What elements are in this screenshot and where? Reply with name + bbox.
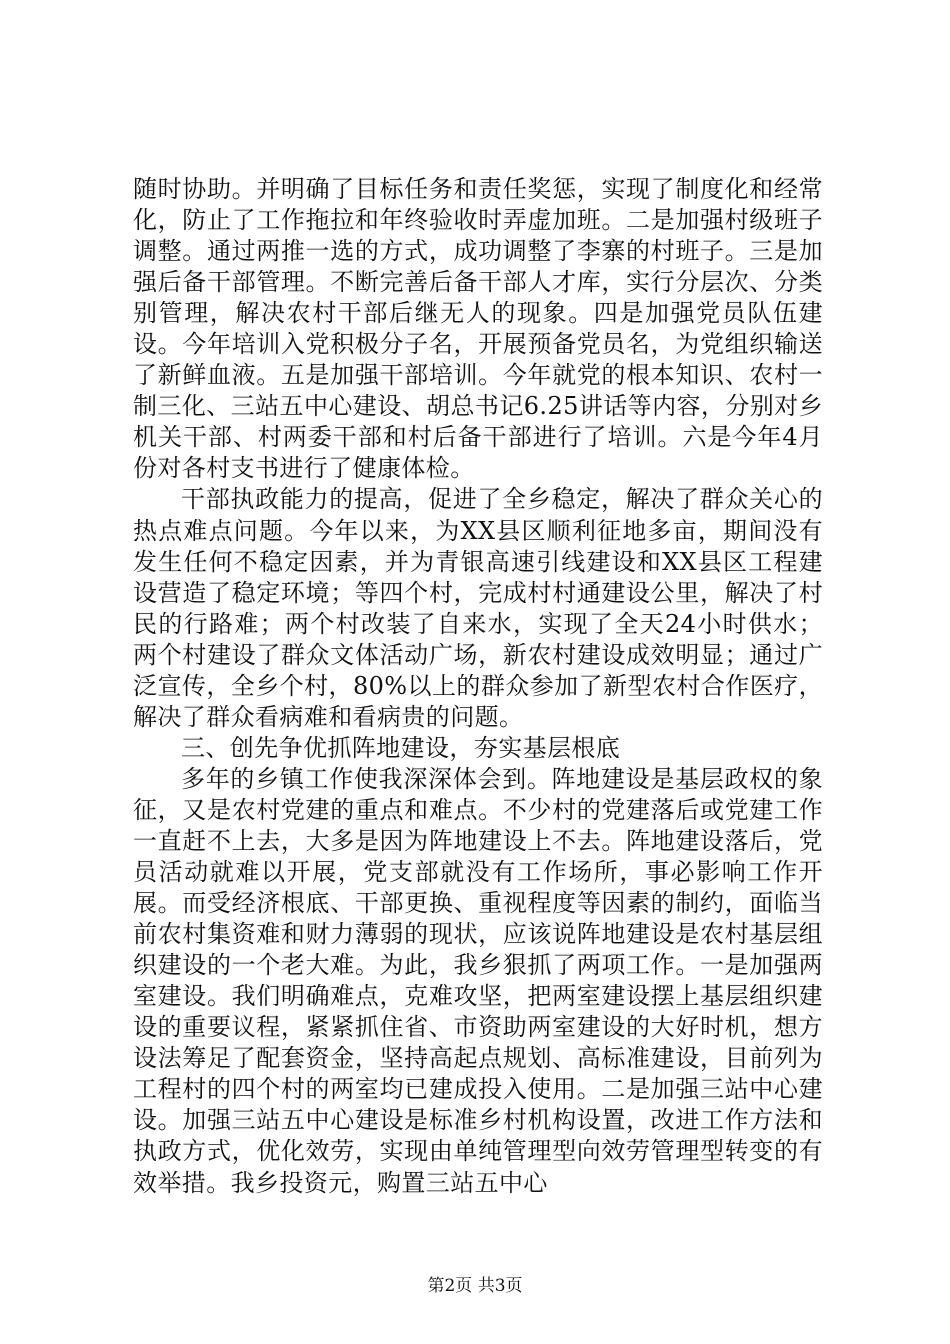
section-heading: 三、创先争优抓阵地建设，夯实基层根底 [181, 733, 621, 762]
page-footer: 第2页 共3页 [427, 1276, 523, 1296]
document-body [133, 174, 823, 1199]
paragraph-continuation: 随时协助。并明确了目标任务和责任奖惩，实现了制度化和经常化，防止了工作拖拉和年终验收时弄虚加班。二是加强村级班子调整。通过两推一选的方式，成功调整了李寨的村班子。三是加强后备干部管理。不断完善后备干部人才库，实行分层次、分类别管理，解决农村干部后继无人的现象。四是加强党员队伍建设。今年培训入党积极分子名，开展预备党员名，为党组织输送了新鲜血液。五是加强干部培训。今年就党的根本知识、农村一制三化、三站五中心建设、胡总书记6.25讲话等内容，分别对乡机关干部、村两委干部和村后备干部进行了培训。六是今年4月份对各村支书进行了健康体检。 [133, 175, 823, 483]
paragraph-position-building: 多年的乡镇工作使我深深体会到。阵地建设是基层政权的象征，又是农村党建的重点和难点。不少村的党建落后或党建工作一直赶不上去，大多是因为阵地建设上不去。阵地建设落后，党员活动就难以开展，党支部就没有工作场所，事必影响工作开展。而受经济根底、干部更换、重视程度等因素的制约，面临当前农村集资难和财力薄弱的现状，应该说阵地建设是农村基层组织建设的一个老大难。为此，我乡狠抓了两项工作。一是加强两室建设。我们明确难点，克难攻坚，把两室建设摆上基层组织建设的重要议程，紧紧抓住省、市资助两室建设的大好时机，想方设法筹足了配套资金，坚持高起点规划、高标准建设，目前列为工程村的四个村的两室均已建成投入使用。二是加强三站中心建设。加强三站五中心建设是标准乡村机构设置，改进工作方法和执政方式，优化效劳，实现由单纯管理型向效劳管理型转变的有效举措。我乡投资元，购置三站五中心 [133, 764, 823, 1197]
paragraph-cadre-capacity: 干部执政能力的提高，促进了全乡稳定，解决了群众关心的热点难点问题。今年以来，为XX县区顺利征地多亩，期间没有发生任何不稳定因素，并为青银高速引线建设和XX县区工程建设营造了稳定环境；等四个村，完成村村通建设公里，解决了村民的行路难；两个村改装了自来水，实现了全天24小时供水；两个村建设了群众文体活动广场，新农村建设成效明显；通过广泛宣传，全乡个村，80%以上的群众参加了新型农村合作医疗，解决了群众看病难和看病贵的问题。 [133, 485, 823, 731]
